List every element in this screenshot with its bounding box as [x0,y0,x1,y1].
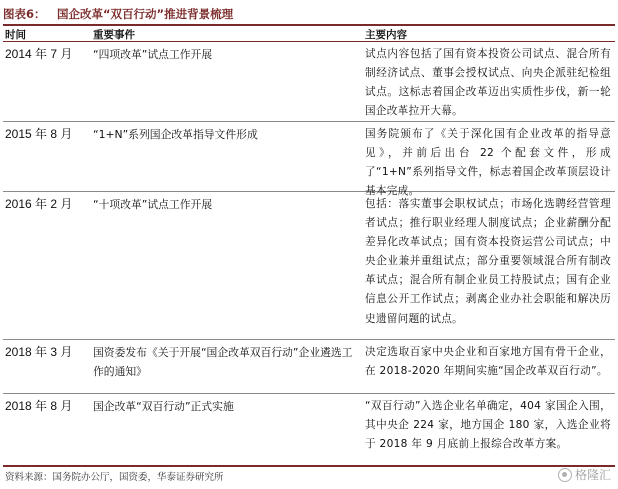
row-time: 2018 年 3 月 [5,345,73,359]
column-header-time: 时间 [5,29,26,41]
row-event: “十项改革”试点工作开展 [93,198,213,211]
table-row [3,340,615,394]
column-header-event: 重要事件 [93,29,135,41]
table-row [3,192,615,340]
row-time: 2015 年 8 月 [5,127,73,141]
footer [3,466,615,484]
table-header [3,26,615,42]
table-row [3,394,615,467]
table-row [3,42,615,122]
column-header-content: 主要内容 [365,29,407,41]
row-time: 2016 年 2 月 [5,197,73,211]
watermark-logo-icon [558,468,572,482]
watermark [558,466,611,483]
row-content: 决定选取百家中央企业和百家地方国有骨干企业，在 2018-2020 年期间实施“国企改革双百行动”。 [365,346,611,378]
row-event: 国企改革“双百行动”正式实施 [93,400,234,413]
row-content: 试点内容包括了国有资本投资公司试点、混合所有制经济试点、董事会授权试点、向央企派驻纪检组试点。这标志着国企改革迈出实质性步伐，新一轮国企改革拉开大幕。 [365,48,611,118]
table-body [3,42,615,467]
figure-title-bar [3,3,615,26]
figure-title: 国企改革“双百行动”推进背景梳理 [57,6,234,21]
row-event: “四项改革”试点工作开展 [93,48,213,61]
watermark-text: 格隆汇 [574,468,611,482]
row-time: 2018 年 8 月 [5,399,73,413]
row-content: “双百行动”入选企业名单确定，404 家国企入围，其中央企 224 家，地方国企 180 家，入选企业将于 2018 年 9 月底前上报综合改革方案。 [365,400,611,451]
table-row [3,122,615,198]
row-content: 国务院颁布了《关于深化国有企业改革的指导意见》，并前后出台 22 个配套文件，形成了“1+N”系列指导文件，标志着国企改革顶层设计基本完成。 [365,128,611,198]
row-time: 2014 年 7 月 [5,47,73,61]
row-content: 包括：落实董事会职权试点；市场化选聘经营管理者试点；推行职业经理人制度试点；企业薪酬分配差异化改革试点；国有资本投资运营公司试点；中央企业兼并重组试点；部分重要领域混合所有制改革试点；混合所有制企业员工持股试点；国有企业信息公开工作试点；剥离企业办社会职能和解决历史遗留问题的试点。 [365,198,611,325]
figure-label: 图表6： [3,6,46,21]
source-note: 资料来源：国务院办公厅，国资委，华泰证券研究所 [5,472,224,483]
row-event: “1+N”系列国企改革指导文件形成 [93,128,258,141]
row-event: 国资委发布《关于开展“国企改革双百行动”企业遴选工作的通知》 [93,346,353,378]
